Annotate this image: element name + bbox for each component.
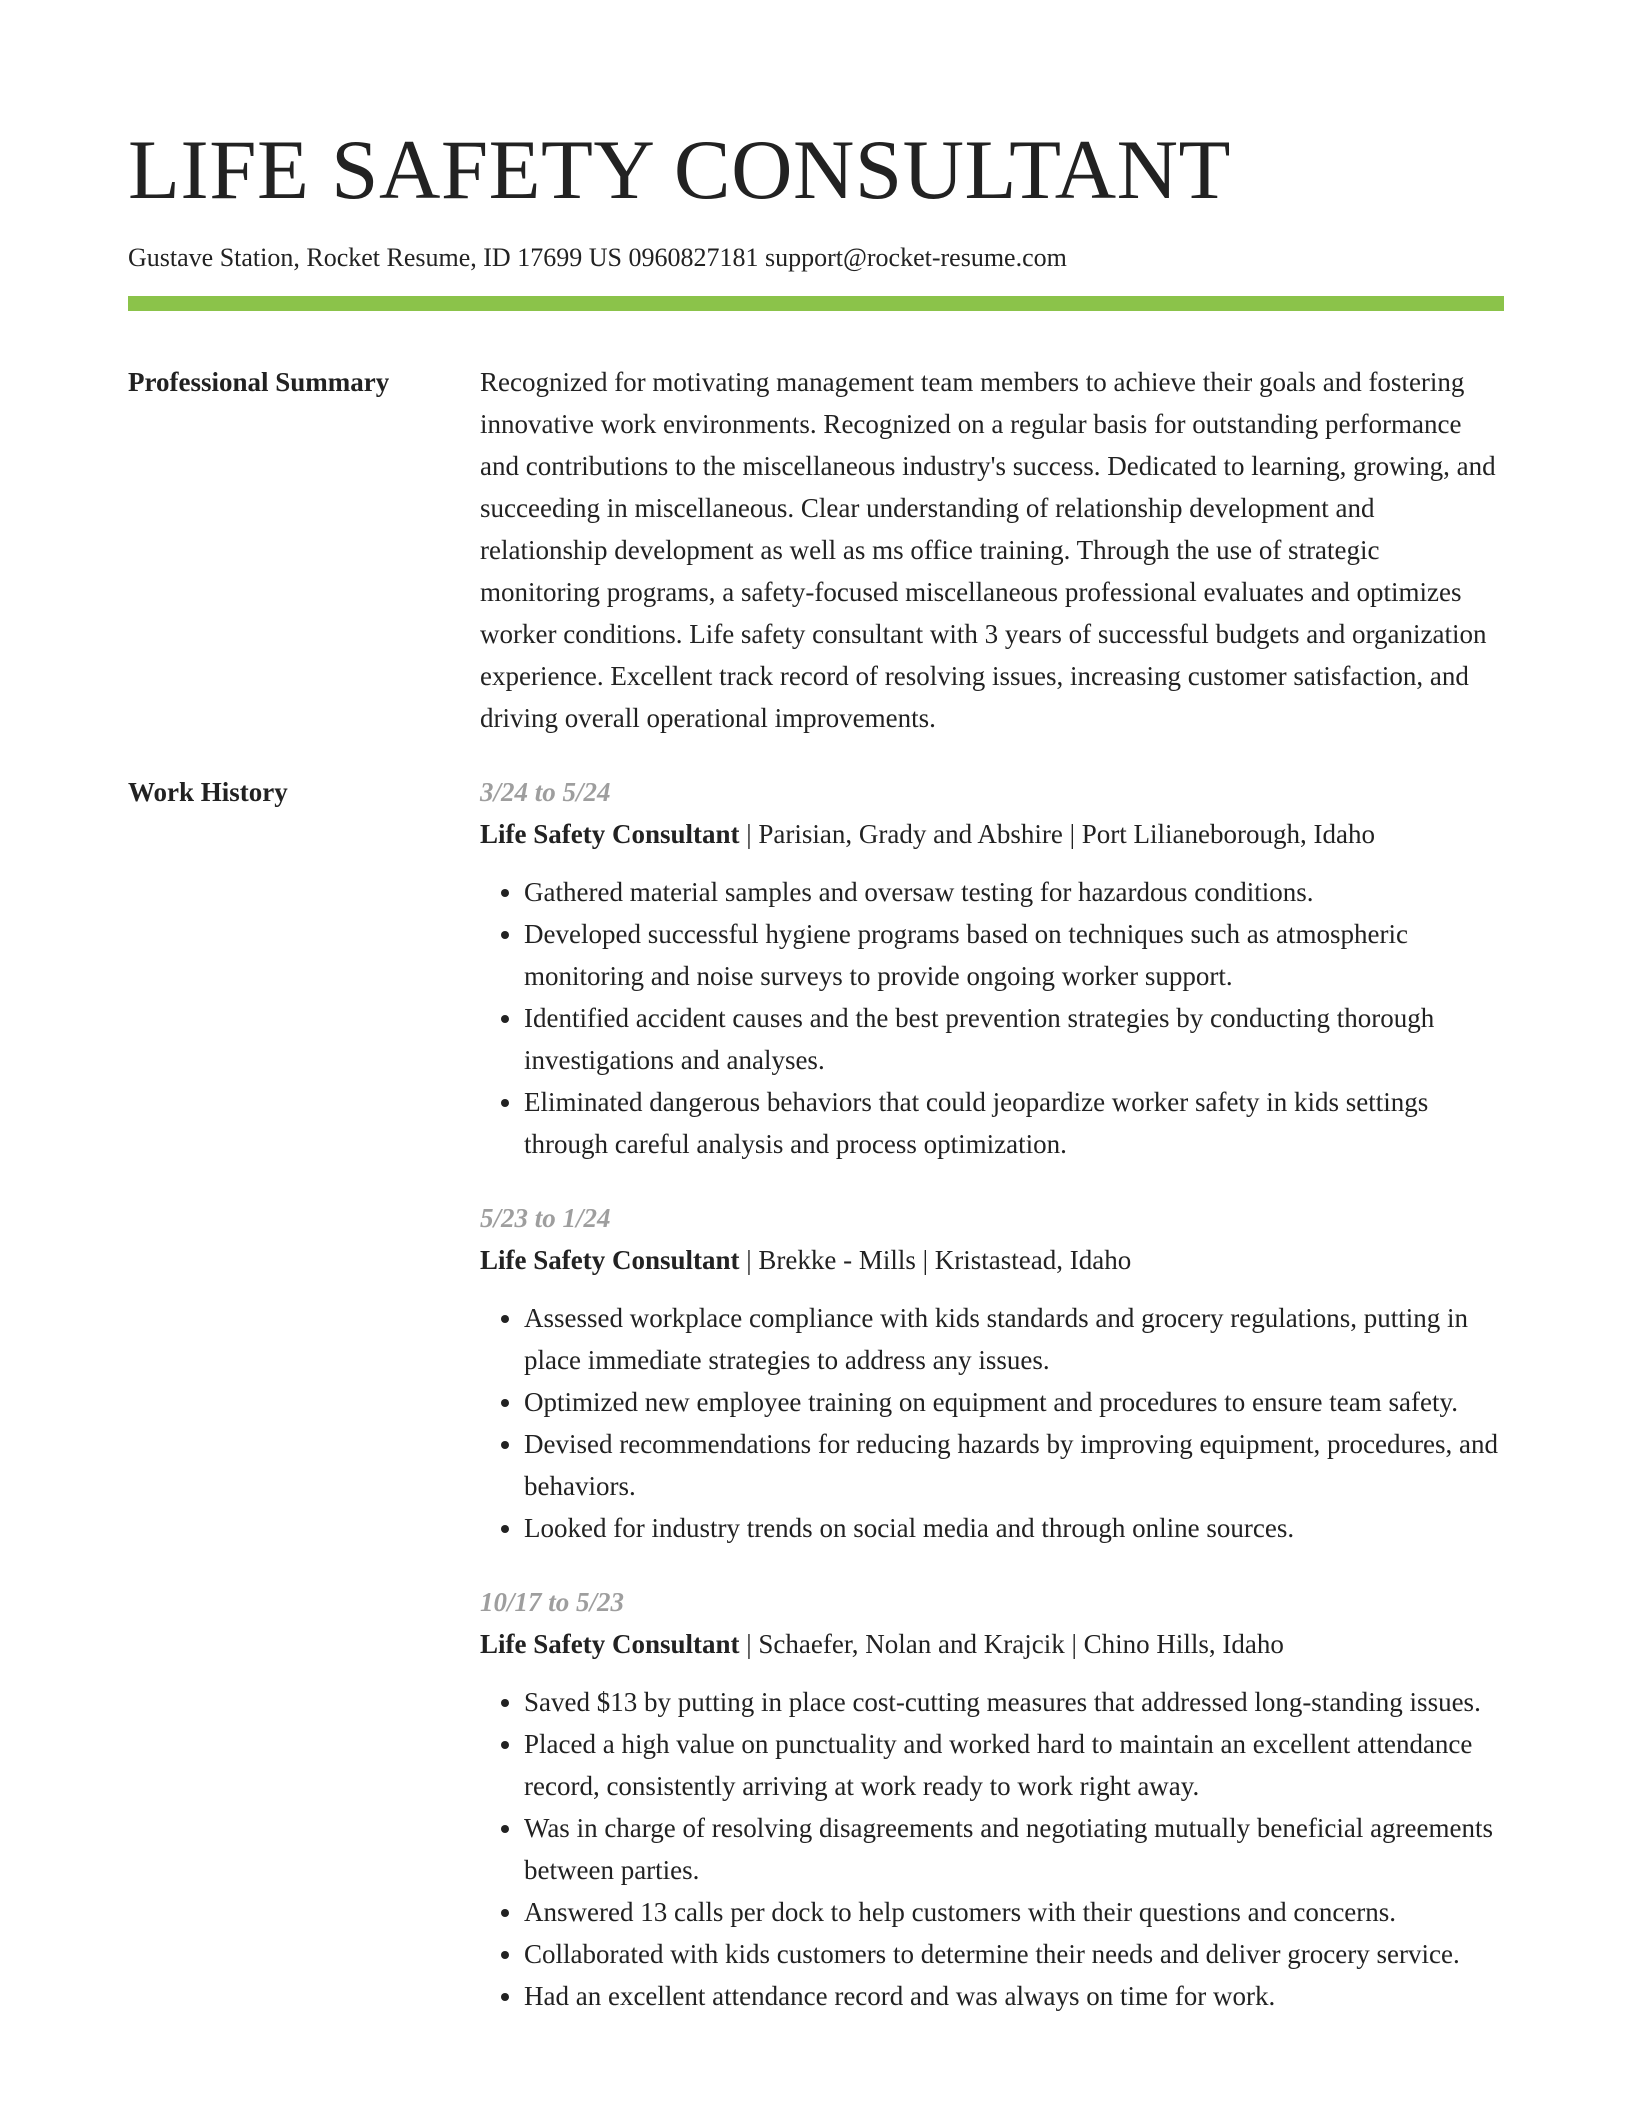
job-title-line: [480, 813, 1504, 855]
job-details: | Schaefer, Nolan and Krajcik | Chino Hills, Idaho: [739, 1629, 1284, 1659]
job-bullet: • Assessed workplace compliance with kids standards and grocery regulations, putting in place immediate strategies to address any issues.: [524, 1297, 1504, 1381]
summary-text: Recognized for motivating management team members to achieve their goals and fostering innovative work environments. Recognized on a regular basis for outstanding performance and contributions to the miscellaneous industry's success. Dedicated to learning, growing, and succeeding in miscellaneous. Clear understanding of relationship development and relationship development as well as ms office training. Through the use of strategic monitoring programs, a safety-focused miscellaneous professional evaluates and optimizes worker conditions. Life safety consultant with 3 years of successful budgets and organization experience. Excellent track record of resolving issues, increasing customer satisfaction, and driving overall operational improvements.: [480, 367, 1496, 733]
job-bullet-list: [480, 871, 1504, 1165]
header-divider: [128, 296, 1504, 311]
summary-body: [480, 361, 1504, 739]
job-bullet: • Eliminated dangerous behaviors that could jeopardize worker safety in kids settings through careful analysis and process optimization.: [524, 1081, 1504, 1165]
job-bullet: • Optimized new employee training on equipment and procedures to ensure team safety.: [524, 1381, 1504, 1423]
job-bullet-list: [480, 1297, 1504, 1549]
job-title: Life Safety Consultant: [480, 819, 740, 849]
job-bullet: • Gathered material samples and oversaw testing for hazardous conditions.: [524, 871, 1504, 913]
job-bullet: • Answered 13 calls per dock to help customers with their questions and concerns.: [524, 1891, 1504, 1933]
resume-page: [128, 0, 1504, 2049]
job-title-line: [480, 1239, 1504, 1281]
job-bullet: • Devised recommendations for reducing hazards by improving equipment, procedures, and behaviors.: [524, 1423, 1504, 1507]
job-bullet: • Placed a high value on punctuality and worked hard to maintain an excellent attendance record, consistently arriving at work ready to work right away.: [524, 1723, 1504, 1807]
job-entry: [480, 1581, 1504, 2017]
job-bullet: • Saved $13 by putting in place cost-cutting measures that addressed long-standing issues.: [524, 1681, 1504, 1723]
job-title: Life Safety Consultant: [480, 1629, 740, 1659]
job-bullet: • Identified accident causes and the best prevention strategies by conducting thorough investigations and analyses.: [524, 997, 1504, 1081]
job-dates: 3/24 to 5/24: [480, 777, 611, 807]
job-entry: [480, 771, 1504, 1165]
job-details: | Brekke - Mills | Kristastead, Idaho: [739, 1245, 1132, 1275]
job-bullet: • Collaborated with kids customers to determine their needs and deliver grocery service.: [524, 1933, 1504, 1975]
contact-line: Gustave Station, Rocket Resume, ID 17699 US 0960827181 support@rocket-resume.com: [128, 243, 1067, 272]
job-entry: [480, 1197, 1504, 1549]
work-history-heading: Work History: [128, 777, 288, 807]
job-bullet: • Was in charge of resolving disagreements and negotiating mutually beneficial agreements between parties.: [524, 1807, 1504, 1891]
work-history-body: [480, 771, 1504, 2049]
job-title-line: [480, 1623, 1504, 1665]
summary-section: [128, 361, 1504, 739]
job-title: Life Safety Consultant: [480, 1245, 740, 1275]
job-bullet-list: [480, 1681, 1504, 2017]
summary-heading: Professional Summary: [128, 367, 390, 397]
job-dates: 10/17 to 5/23: [480, 1587, 625, 1617]
job-details: | Parisian, Grady and Abshire | Port Lilianeborough, Idaho: [739, 819, 1375, 849]
page-title: LIFE SAFETY CONSULTANT: [128, 123, 1231, 217]
job-bullet: • Looked for industry trends on social media and through online sources.: [524, 1507, 1504, 1549]
job-bullet: • Had an excellent attendance record and was always on time for work.: [524, 1975, 1504, 2017]
job-bullet: • Developed successful hygiene programs based on techniques such as atmospheric monitoring and noise surveys to provide ongoing worker support.: [524, 913, 1504, 997]
job-dates: 5/23 to 1/24: [480, 1203, 611, 1233]
work-history-section: [128, 771, 1504, 2049]
